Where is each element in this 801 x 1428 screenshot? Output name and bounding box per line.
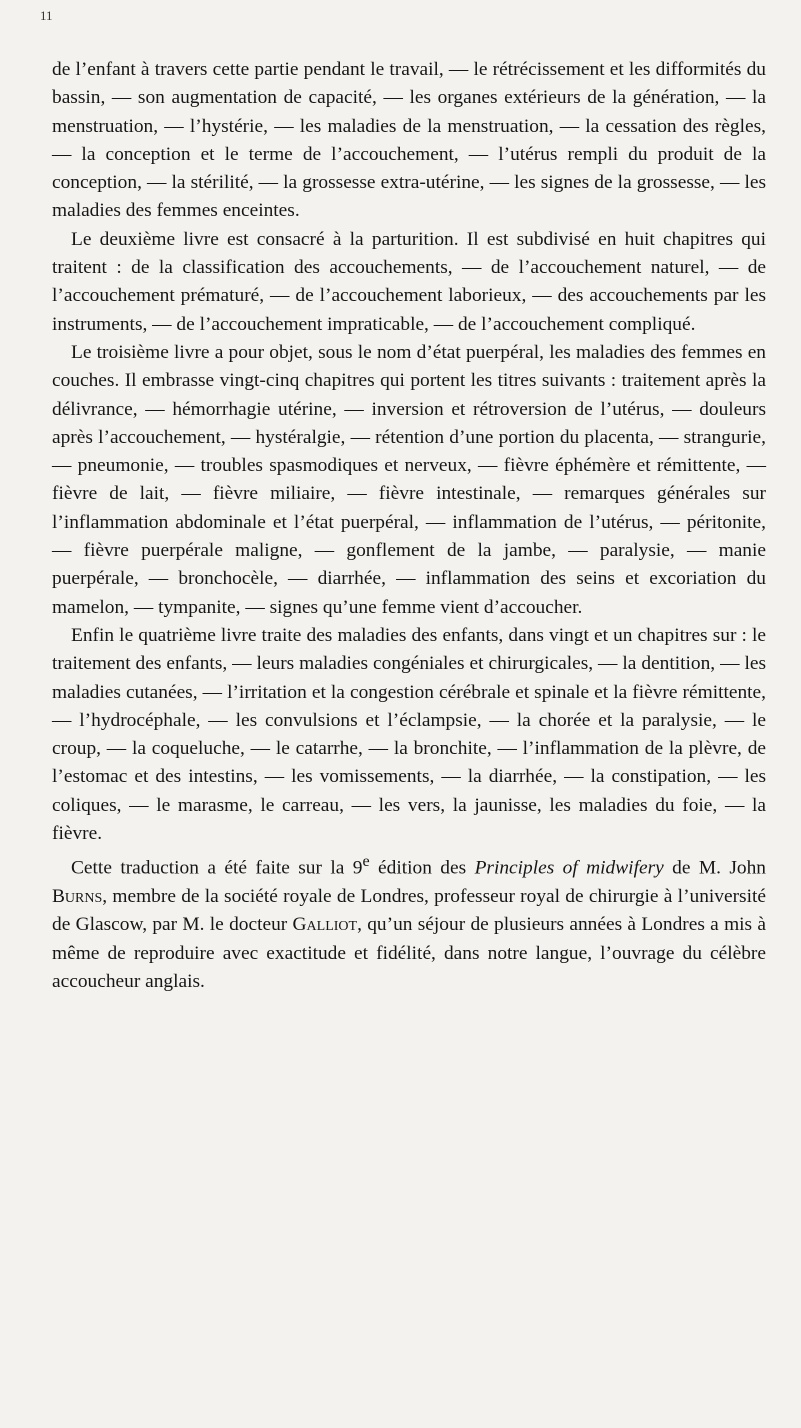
paragraph-book-three: Le troisième livre a pour objet, sous le nom d’état puerpéral, les maladies des femmes en couches. Il embrasse vingt-cinq chapitres qui portent les titres suivants : traitement après la délivrance, — hémorrhagie utérine, — inversion et rétroversion de l’utérus, — douleurs après l’accouchement, — hystéralgie, — rétention d’une portion du placenta, — strangurie, — pneumonie, — troubles spasmodiques et nerveux, — fièvre éphémère et rémittente, — fièvre de lait, — fièvre miliaire, — fièvre intestinale, — remarques générales sur l’inflammation abdominale et l’état puerpéral, — inflammation de l’utérus, — péritonite, — fièvre puerpérale maligne, — gonflement de la jambe, — paralysie, — manie puerpérale, — bronchocèle, — diarrhée, — inflammation des seins et excoriation du mamelon, — tympanite, — signes qu’une femme vient d’accoucher. (52, 341, 766, 618)
author-name: Burns (52, 886, 103, 908)
paragraph-book-two: Le deuxième livre est consacré à la parturition. Il est subdivisé en huit chapitres qui traitent : de la classification des accouchements, — de l’accouchement naturel, — de l’accouchement prématuré, — de l’accouchement laborieux, — des accouchements par les instruments, — de l’accouchement impraticable, — de l’accouchement compliqué. (52, 228, 766, 335)
edition-superscript: e (362, 853, 370, 871)
paragraph-translation-note (52, 848, 766, 996)
translation-text-e: , qu’un séjour de plusieurs années à Londres a mis à même de reproduire avec exactitude et fidélité, dans notre langue, l’ouvrage du célèbre accoucheur anglais. (52, 914, 767, 992)
body-text (52, 56, 766, 996)
page-number: 11 (40, 8, 53, 23)
paragraph-book-four: Enfin le quatrième livre traite des maladies des enfants, dans vingt et un chapitres sur : le traitement des enfants, — leurs maladies congéniales et chirurgicales, — la dentition, — les maladies cutanées, — l’irritation et la congestion cérébrale et spinale et la fièvre rémittente, — l’hydrocéphale, — les convulsions et l’éclampsie, — la chorée et la paralysie, — le croup, — la coqueluche, — le catarrhe, — la bronchite, — l’inflammation de la plèvre, de l’estomac et des intestins, — les vomissements, — la diarrhée, — la constipation, — les coliques, — le marasme, le carreau, — les vers, la jaunisse, les maladies du foie, — la fièvre. (52, 624, 766, 845)
book-title: Principles of midwifery (474, 857, 664, 879)
translator-name: Galliot (292, 914, 358, 936)
translation-text-d: , membre de la société royale de Londres, professeur royal de chirurgie à l’université de Glascow, par M. le docteur (52, 886, 766, 936)
paragraph-continuation: de l’enfant à travers cette partie pendant le travail, — le rétrécissement et les difformités du bassin, — son augmentation de capacité, — les organes extérieurs de la génération, — la menstruation, — l’hystérie, — les maladies de la menstruation, — la cessation des règles, — la conception et le terme de l’accouchement, — l’utérus rempli du produit de la conception, — la stérilité, — la grossesse extra-utérine, — les signes de la grossesse, — les maladies des femmes enceintes. (52, 59, 766, 222)
translation-text-c: de M. John (663, 857, 766, 879)
translation-text-b: édition des (369, 857, 475, 879)
translation-text-a: Cette traduction a été faite sur la 9 (71, 857, 363, 879)
